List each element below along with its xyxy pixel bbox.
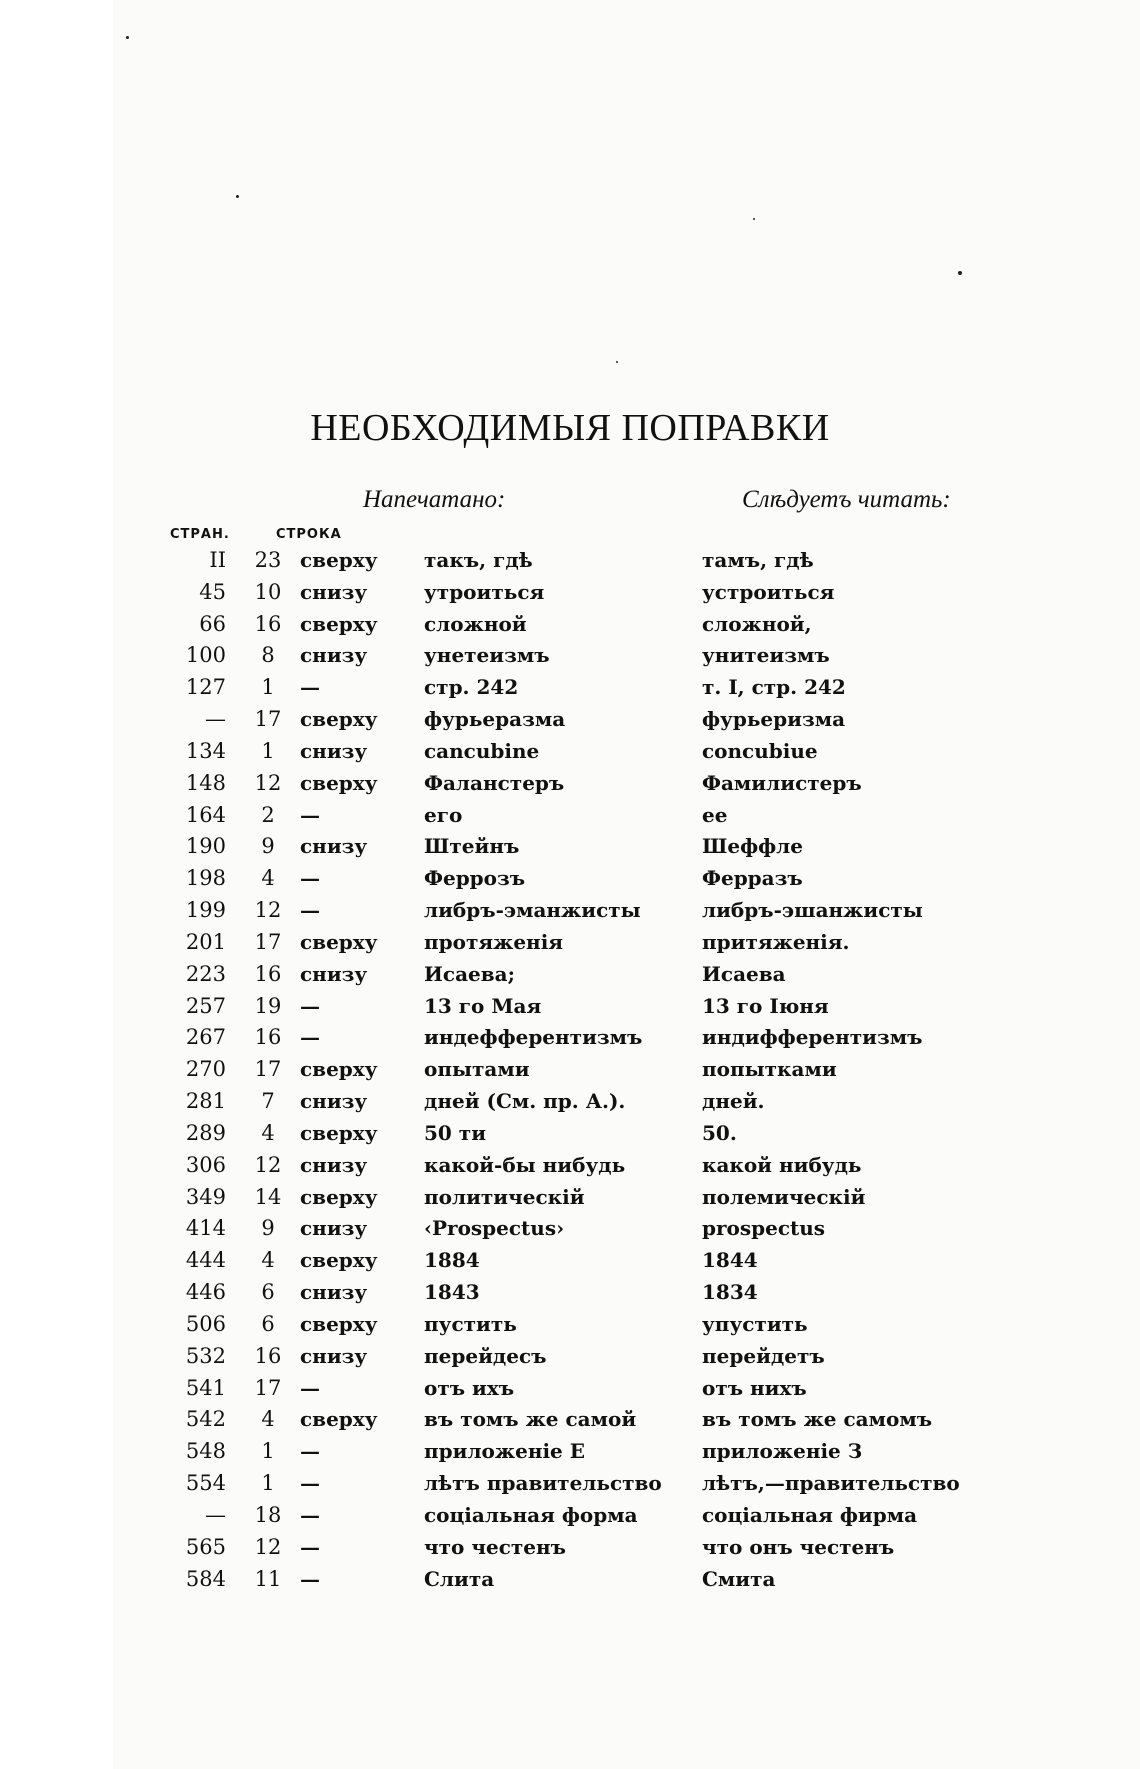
cell-should-read: Ферразъ [702, 866, 803, 891]
cell-page: 349 [185, 1184, 226, 1209]
cell-page: 100 [185, 643, 226, 668]
errata-row [0, 1467, 1140, 1499]
errata-row [0, 1308, 1140, 1340]
cell-direction: — [300, 1566, 320, 1591]
cell-direction: — [300, 1025, 320, 1050]
cell-line: 1 [261, 1439, 275, 1464]
cell-printed: соціальная форма [424, 1502, 638, 1527]
cell-line: 4 [261, 1120, 275, 1145]
cell-should-read: сложной, [702, 611, 812, 636]
errata-table [0, 544, 1140, 1594]
cell-should-read: устроиться [702, 579, 835, 604]
cell-page: 66 [199, 611, 226, 636]
cell-page: 127 [185, 675, 226, 700]
cell-direction: сверху [300, 929, 378, 954]
scan-speck [958, 271, 962, 275]
cell-page: 548 [185, 1439, 226, 1464]
cell-line: 16 [254, 611, 282, 636]
cell-page: 289 [185, 1120, 226, 1145]
cell-direction: снизу [300, 579, 368, 604]
cell-should-read: какой нибудь [702, 1152, 862, 1177]
cell-printed: его [424, 802, 463, 827]
cell-direction: сверху [300, 1311, 378, 1336]
cell-line: 11 [254, 1566, 282, 1591]
cell-line: 9 [261, 1216, 275, 1241]
cell-printed: 13 го Мая [424, 993, 542, 1018]
cell-direction: — [300, 675, 320, 700]
cell-page: 306 [185, 1152, 226, 1177]
errata-row [0, 990, 1140, 1022]
cell-page: 554 [185, 1471, 226, 1496]
cell-page: 223 [185, 961, 226, 986]
cell-printed: опытами [424, 1057, 530, 1082]
cell-line: 4 [261, 1407, 275, 1432]
cell-printed: 1884 [424, 1248, 480, 1273]
cell-line: 1 [261, 675, 275, 700]
cell-should-read: что онъ честенъ [702, 1534, 895, 1559]
cell-direction: снизу [300, 738, 368, 763]
cell-direction: сверху [300, 1120, 378, 1145]
errata-row [0, 1340, 1140, 1372]
cell-should-read: притяженія. [702, 929, 850, 954]
errata-row [0, 703, 1140, 735]
cell-page: 414 [185, 1216, 226, 1241]
cell-page: 506 [185, 1311, 226, 1336]
errata-row [0, 1435, 1140, 1467]
errata-row [0, 1149, 1140, 1181]
cell-should-read: лѣтъ,—правительство [702, 1471, 960, 1496]
cell-should-read: тамъ, гдѣ [702, 548, 814, 572]
cell-should-read: отъ нихъ [702, 1375, 807, 1400]
errata-row [0, 1244, 1140, 1276]
cell-printed: ‹Prospectus› [424, 1216, 565, 1241]
cell-line: 6 [261, 1311, 275, 1336]
cell-page: 584 [185, 1566, 226, 1591]
cell-line: 14 [254, 1184, 282, 1209]
subheading-printed: Напечатано: [363, 486, 506, 513]
cell-line: 10 [254, 579, 282, 604]
cell-should-read: приложеніе З [702, 1439, 863, 1464]
errata-row [0, 926, 1140, 958]
cell-line: 17 [254, 707, 282, 732]
cell-line: 17 [254, 1057, 282, 1082]
cell-direction: — [300, 993, 320, 1018]
cell-should-read: Шеффле [702, 834, 803, 859]
errata-row [0, 1276, 1140, 1308]
cell-direction: сверху [300, 707, 378, 732]
errata-row [0, 767, 1140, 799]
errata-row [0, 639, 1140, 671]
errata-row [0, 608, 1140, 640]
cell-page: — [205, 1502, 226, 1527]
errata-row [0, 735, 1140, 767]
cell-printed: cancubine [424, 738, 540, 763]
cell-printed: лѣтъ правительство [424, 1471, 662, 1496]
cell-line: 6 [261, 1280, 275, 1305]
cell-printed: перейдесъ [424, 1343, 547, 1368]
cell-direction: снизу [300, 1152, 368, 1177]
cell-should-read: ее [702, 802, 728, 827]
cell-printed: Слита [424, 1566, 495, 1591]
cell-direction: снизу [300, 834, 368, 859]
cell-direction: сверху [300, 611, 378, 636]
cell-direction: снизу [300, 1343, 368, 1368]
errata-row [0, 1499, 1140, 1531]
cell-line: 2 [261, 802, 275, 827]
cell-line: 12 [254, 898, 282, 923]
cell-page: 444 [185, 1248, 226, 1273]
cell-should-read: 13 го Іюня [702, 993, 829, 1018]
cell-should-read: либръ-эшанжисты [702, 898, 923, 923]
cell-line: 4 [261, 866, 275, 891]
errata-row [0, 1021, 1140, 1053]
scan-speck [616, 361, 618, 363]
cell-should-read: полемическій [702, 1184, 866, 1209]
cell-page: 257 [185, 993, 226, 1018]
cell-direction: сверху [300, 1407, 378, 1432]
cell-page: 164 [185, 802, 226, 827]
cell-page: 541 [185, 1375, 226, 1400]
cell-line: 17 [254, 1375, 282, 1400]
cell-direction: — [300, 1534, 320, 1559]
errata-row [0, 1212, 1140, 1244]
cell-should-read: prospectus [702, 1216, 826, 1241]
cell-line: 12 [254, 1152, 282, 1177]
cell-should-read: т. I, стр. 242 [702, 675, 846, 700]
cell-page: 148 [185, 770, 226, 795]
scan-speck [236, 195, 239, 198]
cell-line: 16 [254, 1343, 282, 1368]
cell-page: II [209, 548, 226, 572]
cell-direction: снизу [300, 1216, 368, 1241]
cell-line: 7 [261, 1089, 275, 1114]
cell-line: 12 [254, 770, 282, 795]
cell-line: 4 [261, 1248, 275, 1273]
cell-line: 17 [254, 929, 282, 954]
errata-row [0, 862, 1140, 894]
cell-direction: снизу [300, 1280, 368, 1305]
cell-printed: унетеизмъ [424, 643, 550, 668]
column-header-page: СТРАН. [170, 527, 230, 542]
cell-line: 19 [254, 993, 282, 1018]
cell-printed: Феррозъ [424, 866, 526, 891]
cell-line: 18 [254, 1502, 282, 1527]
cell-should-read: дней. [702, 1089, 765, 1114]
errata-row [0, 1563, 1140, 1595]
errata-row [0, 958, 1140, 990]
cell-should-read: фурьеризма [702, 707, 846, 732]
errata-row [0, 544, 1140, 576]
cell-should-read: Фамилистеръ [702, 770, 862, 795]
cell-direction: снизу [300, 643, 368, 668]
cell-line: 8 [261, 643, 275, 668]
errata-row [0, 1117, 1140, 1149]
cell-should-read: concubiue [702, 738, 818, 763]
cell-should-read: унитеизмъ [702, 643, 830, 668]
cell-page: 542 [185, 1407, 226, 1432]
cell-direction: — [300, 1375, 320, 1400]
cell-printed: 50 ти [424, 1120, 487, 1145]
cell-should-read: въ томъ же самомъ [702, 1407, 933, 1432]
cell-should-read: упустить [702, 1311, 808, 1336]
cell-direction: снизу [300, 1089, 368, 1114]
cell-printed: приложеніе Е [424, 1439, 585, 1464]
cell-printed: дней (См. пр. А.). [424, 1089, 626, 1114]
cell-printed: фурьеразма [424, 707, 566, 732]
cell-direction: — [300, 898, 320, 923]
cell-page: — [205, 707, 226, 732]
errata-row [0, 1403, 1140, 1435]
cell-direction: — [300, 1502, 320, 1527]
errata-row [0, 894, 1140, 926]
cell-should-read: попытками [702, 1057, 837, 1082]
cell-printed: политическій [424, 1184, 585, 1209]
errata-row [0, 1531, 1140, 1563]
scan-speck [126, 36, 129, 39]
cell-should-read: 1844 [702, 1248, 758, 1273]
cell-should-read: индифферентизмъ [702, 1025, 923, 1050]
column-header-line: СТРОКА [276, 527, 342, 542]
cell-printed: стр. 242 [424, 675, 519, 700]
cell-line: 23 [254, 548, 282, 572]
cell-printed: протяженія [424, 929, 564, 954]
cell-should-read: 50. [702, 1120, 737, 1145]
cell-page: 565 [185, 1534, 226, 1559]
errata-row [0, 799, 1140, 831]
cell-line: 12 [254, 1534, 282, 1559]
cell-line: 1 [261, 738, 275, 763]
cell-direction: — [300, 866, 320, 891]
page-title: НЕОБХОДИМЫЯ ПОПРАВКИ [310, 407, 830, 449]
cell-page: 199 [185, 898, 226, 923]
errata-row [0, 576, 1140, 608]
cell-printed: сложной [424, 611, 527, 636]
cell-printed: такъ, гдѣ [424, 548, 533, 572]
cell-page: 267 [185, 1025, 226, 1050]
cell-should-read: Смита [702, 1566, 776, 1591]
errata-row [0, 830, 1140, 862]
cell-printed: Исаева; [424, 961, 515, 986]
cell-printed: Фаланстеръ [424, 770, 565, 795]
cell-page: 281 [185, 1089, 226, 1114]
cell-direction: сверху [300, 1248, 378, 1273]
cell-direction: сверху [300, 548, 378, 572]
cell-printed: утроиться [424, 579, 545, 604]
cell-printed: либръ-эманжисты [424, 898, 641, 923]
cell-direction: — [300, 802, 320, 827]
cell-page: 446 [185, 1280, 226, 1305]
cell-direction: сверху [300, 1057, 378, 1082]
subheading-should-read: Слѣдуетъ читать: [742, 486, 951, 513]
cell-should-read: соціальная фирма [702, 1502, 918, 1527]
cell-page: 270 [185, 1057, 226, 1082]
errata-row [0, 671, 1140, 703]
cell-direction: — [300, 1471, 320, 1496]
cell-direction: сверху [300, 770, 378, 795]
cell-direction: сверху [300, 1184, 378, 1209]
cell-page: 134 [185, 738, 226, 763]
cell-printed: отъ ихъ [424, 1375, 515, 1400]
errata-row [0, 1085, 1140, 1117]
cell-printed: какой-бы нибудь [424, 1152, 626, 1177]
cell-printed: что честенъ [424, 1534, 566, 1559]
errata-row [0, 1053, 1140, 1085]
cell-page: 201 [185, 929, 226, 954]
errata-row [0, 1372, 1140, 1404]
scan-speck [753, 218, 755, 220]
cell-page: 45 [199, 579, 226, 604]
cell-should-read: 1834 [702, 1280, 758, 1305]
cell-should-read: Исаева [702, 961, 786, 986]
cell-direction: снизу [300, 961, 368, 986]
cell-printed: въ томъ же самой [424, 1407, 637, 1432]
cell-line: 16 [254, 961, 282, 986]
cell-printed: индефферентизмъ [424, 1025, 643, 1050]
cell-printed: 1843 [424, 1280, 480, 1305]
cell-line: 1 [261, 1471, 275, 1496]
cell-line: 9 [261, 834, 275, 859]
cell-page: 532 [185, 1343, 226, 1368]
cell-direction: — [300, 1439, 320, 1464]
cell-should-read: перейдетъ [702, 1343, 825, 1368]
cell-printed: Штейнъ [424, 834, 520, 859]
cell-page: 198 [185, 866, 226, 891]
cell-printed: пустить [424, 1311, 517, 1336]
errata-row [0, 1181, 1140, 1213]
cell-page: 190 [185, 834, 226, 859]
cell-line: 16 [254, 1025, 282, 1050]
